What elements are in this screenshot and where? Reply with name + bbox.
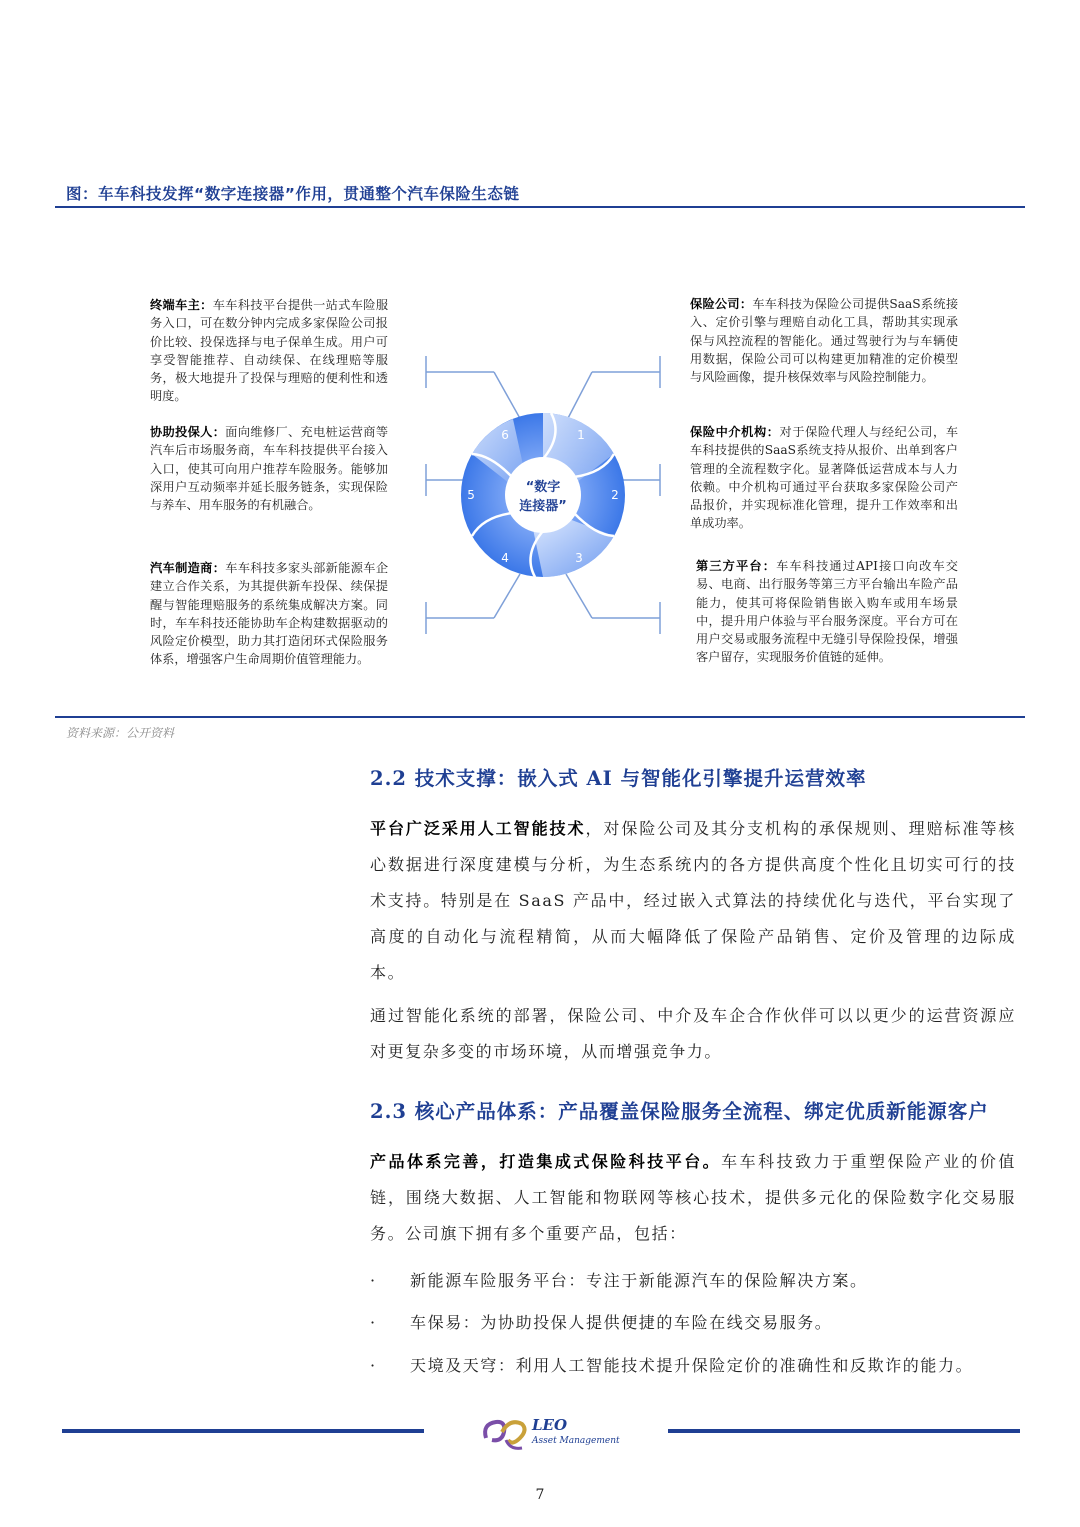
box-automaker [150,559,388,669]
paragraph-lead: 平台广泛采用人工智能技术 [370,819,586,838]
section-2-2-paragraph-2: 通过智能化系统的部署，保险公司、中介及车企合作伙伴可以以更少的运营资源应对更复杂多变的市场环境，从而增强竞争力。 [370,1006,1016,1061]
center-label-line1: “数字 [525,480,561,495]
figure-title: 图：车车科技发挥“数字连接器”作用，贯通整个汽车保险生态链 [66,185,520,203]
box-third-party [696,557,958,667]
bullet-item [370,1268,868,1291]
footer-right-bar [668,1429,1020,1433]
ring [461,413,625,577]
section-2-2-paragraph-1 [370,811,1016,991]
digital-connector-diagram [410,350,670,640]
segment-label: 2 [611,488,619,502]
page-number: 7 [535,1487,545,1503]
box-assist-insured [150,423,388,514]
box-body: 车车科技平台提供一站式车险服务入口，可在数分钟内完成多家保险公司报价比较、投保选择与电子保单生成。用户可享受智能推荐、自动续保、在线理赔等服务，极大地提升了投保与理赔的便利性和透明度。 [150,298,389,404]
box-heading: 第三方平台： [696,559,777,573]
logo-name: LEO [532,1416,568,1434]
footer-left-bar [62,1429,424,1433]
bullet-text: 新能源车险服务平台：专注于新能源汽车的保险解决方案。 [410,1271,868,1290]
box-end-car-owner [150,296,388,406]
segment-label: 4 [501,551,509,565]
bullet-marker: · [370,1271,377,1290]
bullet-item [370,1310,832,1333]
box-body: 车车科技多家头部新能源车企建立合作关系，为其提供新车投保、续保提醒与智能理赔服务的系统集成解决方案。同时，车车科技还能协助车企构建数据驱动的风险定价模型，助力其打造闭环式保险服务体系，增强客户生命周期价值管理能力。 [150,561,389,667]
leo-logo [480,1410,620,1456]
figure-bottom-rule [55,716,1025,718]
box-insurer [690,295,958,386]
box-heading: 终端车主： [150,298,213,312]
segment-label: 3 [575,551,583,565]
bullet-item [370,1353,973,1376]
box-body: 对于保险代理人与经纪公司，车车科技提供的SaaS系统支持从报价、出单到客户管理的全流程数字化。显著降低运营成本与人力依赖。中介机构可通过平台获取多家保险公司产品报价，并实现标准化管理，提升工作效率和出单成功率。 [690,425,959,531]
section-2-3-paragraph-1 [370,1144,1016,1252]
segment-label: 6 [501,428,509,442]
segment-label: 5 [467,488,475,502]
box-intermediary [690,423,958,533]
figure-source: 资料来源：公开资料 [66,726,175,740]
bullet-marker: · [370,1313,377,1332]
section-2-3-heading: 2.3 核心产品体系：产品覆盖保险服务全流程、绑定优质新能源客户 [370,1100,989,1123]
bullet-marker: · [370,1356,377,1375]
bullet-text: 车保易：为协助投保人提供便捷的车险在线交易服务。 [410,1313,833,1332]
box-heading: 保险中介机构： [690,425,780,439]
paragraph-lead: 产品体系完善，打造集成式保险科技平台。 [370,1152,722,1171]
box-heading: 协助投保人： [150,425,226,439]
box-body: 车车科技通过API接口向改车交易、电商、出行服务等第三方平台输出车险产品能力，使其可将保险销售嵌入购车或用车场景中，提升用户体验与平台服务深度。平台方可在用户交易或服务流程中无缝引导保险投保，增强客户留存，实现服务价值链的延伸。 [696,559,958,665]
bullet-text: 天境及天穹：利用人工智能技术提升保险定价的准确性和反欺诈的能力。 [410,1356,974,1375]
section-2-2-heading: 2.2 技术支撑：嵌入式 AI 与智能化引擎提升运营效率 [370,767,867,790]
center-label-line2: 连接器” [519,499,567,514]
paragraph-text: 车车科技致力于重塑保险产业的价值链，围绕大数据、人工智能和物联网等核心技术，提供多元化的保险数字化交易服务。公司旗下拥有多个重要产品，包括： [370,1152,1016,1243]
paragraph-text: ，对保险公司及其分支机构的承保规则、理赔标准等核心数据进行深度建模与分析，为生态系统内的各方提供高度个性化且切实可行的技术支持。特别是在 SaaS 产品中，经过嵌入式算法的持续优化与迭代，平台实现了高度的自动化与流程精简，从而大幅降低了保险产品销售、定价及管理的边际成本。 [370,819,1016,982]
box-body: 车车科技为保险公司提供SaaS系统接入、定价引擎与理赔自动化工具，帮助其实现承保与风控流程的智能化。通过驾驶行为与车辆使用数据，保险公司可以构建更加精准的定价模型与风险画像，提升核保效率与风险控制能力。 [690,297,959,385]
box-heading: 保险公司： [690,297,753,311]
leo-logo-mark-icon [480,1410,530,1454]
segment-label: 1 [577,428,585,442]
box-heading: 汽车制造商： [150,561,226,575]
logo-subtitle: Asset Management [532,1436,620,1446]
figure-top-rule [55,206,1025,208]
box-body: 面向维修厂、充电桩运营商等汽车后市场服务商，车车科技提供平台接入入口，使其可向用户推荐车险服务。能够加深用户互动频率并延长服务链条，实现保险与养车、用车服务的有机融合。 [150,425,389,513]
